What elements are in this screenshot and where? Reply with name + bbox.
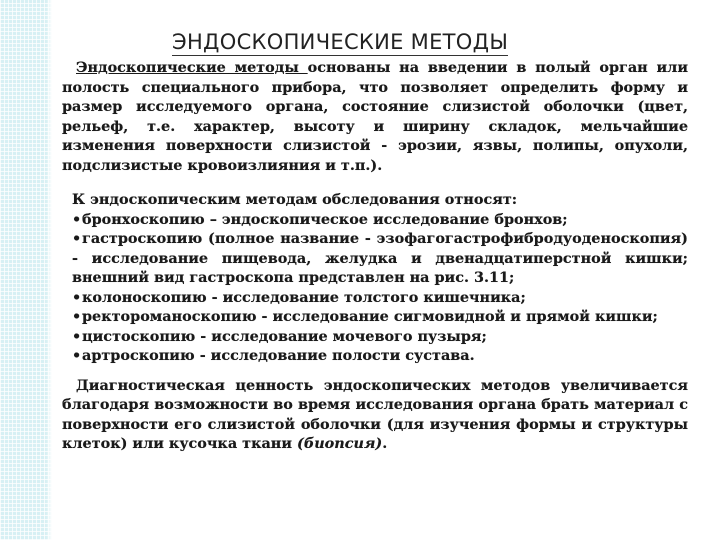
list-item: [62, 327, 688, 347]
intro-text: основаны на введении в полый орган или полость специального прибора, что позволяет определить форму и размер исследуемого органа, состояние слизистой оболочки (цвет, рельеф, т.е. характер, высоту и ширину складок, мельчайшие изменения поверхности слизистой - эрозии, язвы, полипы, опухоли, подслизистые кровоизлияния и т.п.).: [62, 59, 688, 174]
bullet-icon: •: [72, 210, 82, 228]
decorative-side-pattern: [0, 0, 52, 540]
diagnostic-end: .: [382, 435, 388, 452]
list-item-text: колоноскопию - исследование толстого кишечника;: [82, 288, 526, 306]
list-item-text: бронхоскопию – эндоскопическое исследование бронхов;: [82, 210, 568, 228]
list-item: [62, 210, 688, 230]
bullet-icon: •: [72, 308, 82, 325]
list-item-text: ректороманоскопию - исследование сигмовидной и прямой кишки;: [82, 308, 658, 325]
list-item-text: артроскопию - исследование полости сустава.: [82, 347, 475, 364]
bullet-icon: •: [72, 288, 82, 306]
bullet-icon: •: [72, 327, 82, 345]
methods-lead: К эндоскопическим методам обследования относят:: [72, 191, 518, 208]
biopsy-term: (биопсия): [297, 435, 383, 452]
list-item: [62, 346, 688, 366]
list-item: [62, 229, 688, 288]
diagnostic-paragraph: [62, 376, 688, 454]
list-item-text: цистоскопию - исследование мочевого пузыря;: [82, 327, 487, 345]
list-item: [62, 307, 688, 327]
methods-list: [62, 190, 688, 366]
page-title: ЭНДОСКОПИЧЕСКИЕ МЕТОДЫ: [172, 30, 509, 54]
bullet-icon: •: [72, 230, 82, 247]
list-item: [62, 288, 688, 308]
bullet-icon: •: [72, 347, 82, 364]
intro-paragraph: [62, 58, 688, 175]
slide-content: [62, 58, 688, 454]
diagnostic-text: Диагностическая ценность эндоскопических методов увеличивается благодаря возможности во время исследования органа брать материал с поверхности его слизистой оболочки (для изучения формы и структуры клеток) или кусочка ткани: [62, 376, 688, 452]
list-item-text: гастроскопию (полное название - эзофагогастрофибродуоденоскопия) - исследование пищевода, желудка и двенадцатиперстной кишки; внешний вид гастроскопа представлен на рис. 3.11;: [72, 230, 688, 286]
intro-term: Эндоскопические методы: [76, 59, 308, 76]
